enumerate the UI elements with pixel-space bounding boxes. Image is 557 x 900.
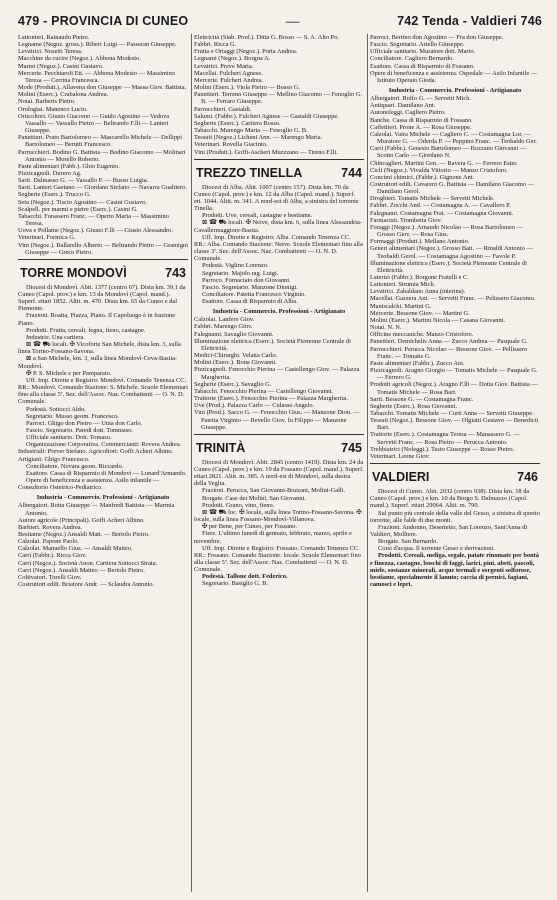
list-item: Pizzicagnoli. Fenocchio Pierina — Castellengo Giov. — Palazza Margherita. xyxy=(194,366,360,381)
list-item: Illuminazione elettrica (Eserc.). Società Piemonte Centrale di Elettricità. xyxy=(370,259,527,274)
uffici-text: Uff. Imp. Dirette e Registro: Mondovì. Comando Tenenza CC. RR.: Mondovì. Comando Stazione: S. Michele. Scuole Elementari fino alla classe 5ª. Sez. dell'Assoc. Naz. Combattenti — O. N. D. Comunale. xyxy=(18,376,188,406)
header-center: — xyxy=(285,13,300,29)
esattore-text: Esattore. Cassa di Risparmio di Alba. xyxy=(202,298,298,306)
section-name: TRINITÀ xyxy=(196,440,246,455)
ferrovia-text: ⊠ ☎ ⛟ locali. ✠ Vicoforte San Michele, dista km. 3, sulla linea Torino-Fossano-Savona. xyxy=(18,341,181,356)
uffici-text: Uff. Imp. Dirette e Registro: Alba. Comando Tenenza CC. RR.: Alba. Comando Stazione: Neive. Scuole Elementari fino alla classe 3ª. Sez. dell'Assoc. Naz. Combattenti — O. N. D. Comunale. xyxy=(194,233,363,263)
list-item: Vini (Produtt.). Goffi-Ascheri Muzzzano — Tireno F.lli. xyxy=(194,148,338,156)
list-item: Veterinari. Rovella Giacinto. xyxy=(194,141,268,149)
divider xyxy=(194,159,364,160)
list-item: Lattonieri. Strumia Mich. xyxy=(370,281,436,289)
list-item: Calzolai. Vaira Michele — Cagliero C. — Costamagna Lor. — Muratore G. — Oderda P. — Peppino Franc. — Teobaldo Ger. xyxy=(370,130,537,146)
list-item: Lattonieri. Rainaudo Pietro. xyxy=(18,34,90,41)
fascio-text: Fascio. Segretario. Manzone Dionigi. xyxy=(202,283,298,291)
list-item: Prodotti agricoli (Negoz.). Aragno F.lli — Dotta Giov. Battista — Tomatis Michele — Rosa Bart. xyxy=(370,381,538,396)
list-item: Autore agricole (Principali). Goffi Acheri Albino. xyxy=(18,516,145,524)
list-item: Orticoltori. Giusto Giacomo — Guido Agostino — Vedova Vassallo — Vassallo Pietro — Beltrando F.lli — Lanteri Giuseppe. xyxy=(18,112,170,135)
list-item: Costruttori edili. Cavarero G. Battista — Damilano Giacomo — Damilano Gerol. xyxy=(370,180,534,196)
list-item: Foraggi (Negoz.). Arnaudo Nicolao — Rosa Bartolomeo — Grosso Giov. — Rosa Gius. xyxy=(370,223,524,239)
fiere-text: Fiere. L'ultimo lunedì di gennaio, febbraio, marzo, aprile e novembre. xyxy=(194,530,352,545)
segretario-text: Segretario. Basiglio G. B. xyxy=(202,580,269,588)
list-item: Mercerie. Pecchiaroli Ett. — Abbona Modesto — Massimino Teresa — Cerrina Francesca. xyxy=(18,69,176,84)
list-item: Segherie (Eserc.). Cartiera Bosso. xyxy=(194,119,281,127)
list-item: Parrucchieri. Bodino G. Battista — Bodino Giacomo — Molinari Antonio — Morello Roberto. xyxy=(18,148,186,163)
section-name: VALDIERI xyxy=(372,470,430,485)
list-item: Orologiai. Manenco Lucio. xyxy=(18,105,88,113)
list-item: Legnami (Negoz.). Borgna A. xyxy=(194,55,271,63)
list-item: Opere di beneficenza e assistenza. Ospedale — Asilo Infantile — Istituto Operaio Gioda. xyxy=(370,69,538,84)
list-item: Molini (Eserc.). Bona Giovanni. xyxy=(194,359,277,367)
list-item: Trattorie (Eserc.). Fenocchio Pierina — Palazza Margherita. xyxy=(194,395,348,403)
intro-text: Diocesi di Mondovì. Abit. 2845 (centro 1419). Dista km. 24 da Cuneo (Capol. prov.) e km. 19 da Fossano (Capol. mand.). Superf. ettari 2821. Altit. m. 385. A nord-est di Mondovì, sulla destra della Veglia. xyxy=(194,458,364,488)
list-item: Vini (Prod.). Sacco G. — Fenocchio Gius. — Manzone Dion. — Patetta Virginio — Revello Giov. fu Filippo — Manzone Giuseppe. xyxy=(194,409,360,431)
list-item: Medici-Chirurghi. Velatta Carlo. xyxy=(194,352,278,360)
section-name: TREZZO TINELLA xyxy=(196,165,303,180)
conciliatore-text: Conciliatore. Patetta Francesco Virginio. xyxy=(202,291,306,298)
list-item: Vini (Negoz.). Ballarello Alberto — Beltrando Pietro — Gramigni Giuseppe — Greco Pietro. xyxy=(18,241,188,256)
list-item: Albergatori. Rolfo G. — Servetti Mich. xyxy=(370,95,472,103)
intro-text: Diocesi di Alba. Abit. 1007 (centro 157). Dista km. 70 da Cuneo (Capol. prov.) e km. 12 da Alba (Capol. mand.). Superf. ett. 1044. Altit. m. 341. A nord-est di Alba, a sinistra del torrente Tinella. xyxy=(194,183,359,213)
list-item: Paste alimentari (Fabbr.). Zucco Ant. xyxy=(370,359,465,367)
ferrovia-text: ⊠ ☎ ⛟ locali. ✠ Neive, dista km. 6, sulla linea Alessandria-Cavallermaggiore-Bastia. xyxy=(194,219,362,234)
section-number: 744 xyxy=(341,165,362,180)
corriera-text: ✠ P. S. Michele e per Pamparato. xyxy=(26,369,112,377)
list-item: Segherie (Eserc.). Rosa Giovanni. xyxy=(370,402,457,410)
list-item: Uova e Pollame (Negoz.). Giusto F.lli — Giusto Alessandro. xyxy=(18,227,173,235)
borgate-text: Borgate. San Bernardo. xyxy=(378,538,438,546)
podesta-text: Podestà. Sottocci Aldo. xyxy=(26,405,86,413)
subsection-heading: Industria - Commercio. Professioni - Artigianato xyxy=(388,87,522,95)
list-item: Illuminazione elettrica (Eserc.). Società Piemonte Centrale di Elettricità. xyxy=(194,337,351,352)
section-title xyxy=(18,266,188,281)
page-header xyxy=(18,10,542,32)
description-text: Sul punto più centrale della valle del Gesso, a sinistra di questo torrente, alle falde di due monti. xyxy=(370,509,540,524)
list-item: Costruttori edili. Briatore Andr. — Sclaudra Antonio. xyxy=(18,581,155,589)
list-item: Paste alimentari (Fabb.). Ghio Eugenio. xyxy=(18,162,120,170)
list-item: Sarti. Lanteri Gaetano — Giordano Stefano — Navarra Gualtiero. xyxy=(18,184,187,192)
section-number: 746 xyxy=(517,470,538,485)
list-item: Parrucchieri. Gastaldi. xyxy=(194,105,252,113)
list-item: Autonoleggi. Cagliero Pietro. xyxy=(370,109,446,117)
list-item: Macellai. Gazzera Ant. — Servetti Franc. — Pelissero Giacomo. xyxy=(370,295,536,303)
list-item: Molini (Eserc.). Martini Nicola — Casana Giovanni. xyxy=(370,316,506,324)
list-item: Generi alimentari (Negoz.). Grosso Batt. — Rinaldi Antonio — Teobaldi Gerol. — Costamagna Agostino — Favole P. xyxy=(370,245,533,260)
list-item: Bestiame (Negoz.) Ansaldi Matt. — Bertolo Pietro. xyxy=(18,531,150,538)
sanitario-text: Ufficiale sanitario. Dott. Tomaso. xyxy=(26,434,112,442)
list-item: Tabacchi. Marengo Maria — Fenoglio G. B. xyxy=(194,127,308,135)
list-item: Tessuti (Negoz.). Bessone Giov. — Olgiatti Gustavo — Benedicti Bart. xyxy=(370,417,539,432)
list-item: Esattore. Cassa di Risparmio di Fossano. xyxy=(370,62,475,70)
parroci-text: Parroci. Ghigo don Pietro — Unia don Carlo. xyxy=(26,419,143,427)
list-item: Sarti. Bessone G. — Costamagna Franc. xyxy=(370,395,474,403)
frazioni-text: Frazioni. Andonno, Desertetto, San Lorenzo, Sant'Anna di Valdieri, Molliere. xyxy=(370,523,528,538)
uffici-text: Uff. Imp. Dirette e Registro: Fossano. Comando Tenenza CC. RR.: Fossano. Comando Stazione: locale. Scuole Elementari fino alla classe 5ª. Sez. dell'Assoc. Naz. Combattenti — O. N. D. Comunale. xyxy=(194,544,361,574)
page xyxy=(18,10,542,895)
opere-text: Opere di beneficenza e assistenza. Asilo infantile — Consultorio Ostetrico-Pediatrico. xyxy=(18,477,160,492)
column-separator xyxy=(191,34,192,892)
section-name: TORRE MONDOVÌ xyxy=(20,265,127,280)
intro-text: Diocesi di Cuneo. Abit. 2032 (centro 938). Dista km. 18 da Cuneo (Capol. prov.) e km. 10 da Borgo S. Dalmazzo (Capol. mand.). Superf. ettari 29064. Altit. m. 790. xyxy=(370,488,530,510)
list-item: Parrucchieri. Perucca Nicolao — Bessone Giov. — Pellissero Franc. — Tomatis G. xyxy=(370,345,528,360)
list-item: Panettieri. Terreno Giuseppe — Mellino Giacomo — Fenoglio G. B. — Ferraro Giuseppe. xyxy=(194,91,363,106)
list-item: Maniscalchi. Martini G. xyxy=(370,302,432,310)
list-item: Molini (Eserc.). Viola Pietro — Bosso G. xyxy=(194,84,300,92)
list-item: Tabacchi. Forassero Franc. — Operto Maria — Massimino Teresa. xyxy=(18,212,169,228)
list-item: Veterinari. Formica G. xyxy=(18,234,76,242)
list-item: Calzolai. Papone Paolo. xyxy=(18,538,80,546)
section-number: 743 xyxy=(165,265,186,280)
list-item: Calzolai. Lanfero Giov. xyxy=(194,316,255,324)
entry-list xyxy=(370,34,540,84)
list-item: Notai. N. N. xyxy=(370,324,402,332)
list-item: Macchine da cucire (Negoz.). Abbona Modesto. xyxy=(18,55,141,63)
segretario-text: Segretario. Majolo rag. Luigi. xyxy=(202,269,279,277)
list-item: Carri (Fabbr.). Genesio Bartolomeo — Bozzano Giovanni — Scotto Carlo — Giordano N. xyxy=(370,145,527,160)
list-item: Officine meccaniche. Manzo Cristoforo. xyxy=(370,331,474,339)
list-item: Segherie (Eserc.). Trucco G. xyxy=(18,191,91,199)
column-2 xyxy=(194,34,364,892)
list-item: Laterizi (Fabbr.). Borgone Fratelli e C. xyxy=(370,274,469,281)
list-item: Mercerie. Bessone Giov. — Martini G. xyxy=(370,309,470,317)
industrie-text: Industrie. Una cartiera. xyxy=(26,333,85,341)
list-item: Levatrici. Preve Maria. xyxy=(194,62,254,70)
entry-list xyxy=(370,95,540,460)
divider xyxy=(194,434,364,435)
list-item: Marmi (Negoz.). Casini Gustavo. xyxy=(18,62,104,70)
column-3 xyxy=(370,34,540,892)
list-item: Molini (Eserc.). Crabalona Andrea. xyxy=(18,91,109,99)
list-item: Pizzicagnoli. Durero Ag. xyxy=(18,169,82,177)
list-item: Tessuti (Negoz.) Licheni Ann. — Marengo Maria. xyxy=(194,134,323,142)
list-item: Fabbri. Marengo Giov. xyxy=(194,323,253,331)
section-title xyxy=(370,470,540,485)
prodotti-text: Prodotti. Frutta, cereali, legna, fieno, castagne. xyxy=(26,326,146,334)
prodotti-text: Prodotti. Grano, vino, fieno. xyxy=(202,501,275,509)
esattore-text: Esattore. Cassa di Risparmio di Mondovì — Lunard'Armando. xyxy=(26,469,187,477)
borgate-text: Borgate. Case dei Molini, San Giovanni. xyxy=(202,494,306,502)
entry-list xyxy=(194,34,364,156)
list-item: Fabbri. Ricca G. xyxy=(194,41,237,49)
list-item: Tabacchi. Tomatis Michele — Curti Anna — Servetti Giuseppe. xyxy=(370,409,534,417)
list-item: Conciliatore. Cagliero Bernardo. xyxy=(370,55,454,63)
section-title xyxy=(194,166,364,181)
list-item: Fabbri. Zocchi And. — Costamagna A. — Cavallero P. xyxy=(370,202,511,210)
list-item: Macellai. Fulcheri Agnese. xyxy=(194,69,263,77)
list-item: Elettricità (Stab. Prod.). Ditta G. Bosso — S. A. Alto Po. xyxy=(194,34,340,41)
podesta-text: Podestà. Viglino Lorenzo. xyxy=(202,262,269,270)
list-item: Barbieri. Rovera Andrea. xyxy=(18,523,83,531)
section-number: 745 xyxy=(341,440,362,455)
list-item: Falegnami. Savaglio Giovanni. xyxy=(194,330,274,338)
subsection-heading: Industria - Commercio. Professioni - Artigianato xyxy=(212,308,346,316)
list-item: Salumi. (Fabbr.). Fulcheri Agnese — Gastaldi Giuseppe. xyxy=(194,112,339,120)
list-item: Levatrici. Zabaldano Anna (interina). xyxy=(370,288,466,296)
entry-list xyxy=(194,316,364,431)
list-item: Notai. Barberis Pietro. xyxy=(18,98,76,106)
prodotti-text: Prodotti. Uve, cereali, castagne e bestiame. xyxy=(202,212,313,220)
list-item: Carri (Fabbr.). Ricca Giov. xyxy=(18,552,87,560)
frazioni-text: Frazioni. Perucca, San Giovanni-Bozzani, Molini-Galli. xyxy=(202,487,346,495)
list-item: Banche. Cassa di Risparmio di Fossano. xyxy=(370,116,473,124)
list-item: Segherie (Eserc.). Savaglio G. xyxy=(194,380,272,388)
list-item: Farmacisti. Trombetta Giov. xyxy=(370,216,443,224)
list-item: Pizzicagnoli. Aragno Giorgio — Tomatis Michele — Pasquale G. — Ferrero G. xyxy=(370,367,538,382)
list-item: Tabacchi. Fenocchio Pierina — Castellengo Giovanni. xyxy=(194,387,334,395)
list-item: Levatrici. Nosetti Teresa. xyxy=(18,48,83,56)
list-item: Legname (Negoz. gross.). Riberi Luigi — Passeran Giuseppe. xyxy=(18,41,177,49)
list-item: Ufficiale sanitario. Muratore dott. Mario. xyxy=(370,48,476,56)
list-item: Seta (Negoz.). Tiscio Agostino — Casini Gustavo. xyxy=(18,198,148,206)
divider xyxy=(370,463,540,464)
list-item: Mercerie. Fulcheri Andrea. xyxy=(194,76,264,84)
list-item: Albergatori. Rotta Giuseppe — Manfredi Battista — Marmia Antonio. xyxy=(18,502,175,517)
list-item: Concimi chimici. (Fabbr.). Gignone Ant. xyxy=(370,173,475,181)
segretario-text: Segretario. Musso geom. Francesco. xyxy=(26,412,119,420)
list-item: Droghieri. Tomatis Michele — Servetti Michele. xyxy=(370,195,495,203)
subsection-heading: Industria - Commercio. Professioni - Artigianato xyxy=(36,494,170,502)
column-1 xyxy=(18,34,188,892)
header-right: 742 Tenda - Valdieri 746 xyxy=(397,14,542,28)
column-separator xyxy=(367,34,368,892)
parroco-text: Parroco. Fornaciaio don Giovanni. xyxy=(202,276,291,284)
conciliatore-text: Conciliatore. Novara geom. Riccardo. xyxy=(26,462,124,470)
list-item: Uve (Prod.). Palazza Carlo — Culasso Angelo. xyxy=(194,402,315,410)
list-item: Carri (Negoz.). Società Anon. Cartiera Sottocci Strata. xyxy=(18,559,158,567)
list-item: Formaggi (Produtt.). Mellano Antonio. xyxy=(370,238,470,246)
entry-list xyxy=(18,502,188,588)
list-item: Trebbiatrici (Noleggi.). Testo Giuseppe — Rosso Pietro. xyxy=(370,445,515,453)
list-item: Falegnami. Costamagna Frat. — Costamagna Giovanni. xyxy=(370,209,514,217)
section-title xyxy=(194,441,364,456)
corriera-text: ✠ per Bene, per Cuneo, per Fossano. xyxy=(202,523,297,531)
frazioni-text: Frazioni. Roatta, Piazza, Piano. Il Capoluogo è in frazione Piano. xyxy=(18,312,176,327)
list-item: Veterinari. Leone Giov. xyxy=(370,452,430,460)
divider xyxy=(18,259,188,260)
ferrovia-text: ⊠ ☎ ⛟ loc. ✠ locale, sulla linea Torino-Fossano-Savona. ✠ locale, sulla linea Fossano-Mondovì-Villanova. xyxy=(194,508,362,524)
list-item: Fascio. Segretario. Ariello Giuseppe. xyxy=(370,41,465,49)
fascio-text: Fascio. Segretario. Paredi dott. Tommaso. xyxy=(26,426,133,434)
organizzazione-text: Organizzazione Corporativa. Commercianti: Rovera Andrea. Industriali: Prever Stefano. Agricoltori: Goffi Acheri Albino. Artigiani: Ghigo Francesco. xyxy=(18,441,182,463)
list-item: Caffettieri. Prone A. — Rosa Giuseppe. xyxy=(370,123,472,131)
list-item: Chincaglieri. Martini Gen. — Ravera G. — Ferrero Ester. xyxy=(370,159,518,167)
list-item: Scalpell. per marmi e pietre (Eserc.). Casini G. xyxy=(18,205,138,213)
entry-list xyxy=(18,34,188,256)
list-item: Frutta e Ortaggi (Negoz.). Porta Andrea. xyxy=(194,48,298,56)
list-item: Trattorie (Eserc.). Costamagna Teresa — Manassero G. — Servetti Franc. — Rosa Pietro — Perucca Antonio. xyxy=(370,431,520,446)
list-item: Calzolai. Manuello Gius. — Ansaldi Matteo. xyxy=(18,545,133,553)
list-item: Panettieri. Demichelis Anna — Zucco Andrea — Pasquale G. xyxy=(370,338,528,346)
list-item: Carri (Negoz.). Ansaldi Matteo — Bertolo Pietro. xyxy=(18,566,145,574)
acqua-text: Corsi d'acqua. Il torrente Gesso e derivazioni. xyxy=(378,545,495,553)
list-item: Coltivatori. Torelli Giov. xyxy=(18,573,82,581)
intro-text: Diocesi di Mondovì. Abit. 1377 (centro 67). Dista km. 39,1 da Cuneo (Capol. prov.) e km. 13 da Mondovì (Capol. mand.). Superf. ettari 1852. Altit. m. 470. Dista km. 65 da Cuneo e dal Piemonte. xyxy=(18,283,186,313)
stazione-text: ⊠ a San Michele, km. 3, sulla linea Mondovì-Ceva-Bastia-Mondovì. xyxy=(18,355,178,370)
list-item: Antiquari. Damilano Ant. xyxy=(370,102,436,110)
list-item: Mode (Produtt.). Allavena don Giuseppe — Massa Giov. Battista. xyxy=(18,84,187,92)
podesta-text: Podestà. Tallone dott. Federico. xyxy=(202,573,288,581)
list-item: Panettieri. Prato Bartolomeo — Mascarello Michele — Dellippi Bartolomeo — Berutti Francesco. xyxy=(18,134,182,149)
header-left: 479 - PROVINCIA DI CUNEO xyxy=(18,14,189,28)
list-item: Parroci. Bertino don Agostino — Fra don Giuseppe. xyxy=(370,34,504,41)
list-item: Cicli (Negoz.). Vivalda Vittorio — Manzo Cristoforo. xyxy=(370,166,508,174)
prodotti-text: Prodotti. Cereali, meliga, segale, patate rinomate per bontà e finezza, castagne, boschi di faggi, larici, pini, abeti, pascoli, miele, sostanze minerali, acque termali e sorgenti solforose, bestiame, specialmente il lanuto; caccia di pernici, fagiani, camosci e lepri. xyxy=(370,552,539,589)
list-item: Sarti. Dalmasso G. — Vassallo P. — Busso Luigia. xyxy=(18,177,149,185)
